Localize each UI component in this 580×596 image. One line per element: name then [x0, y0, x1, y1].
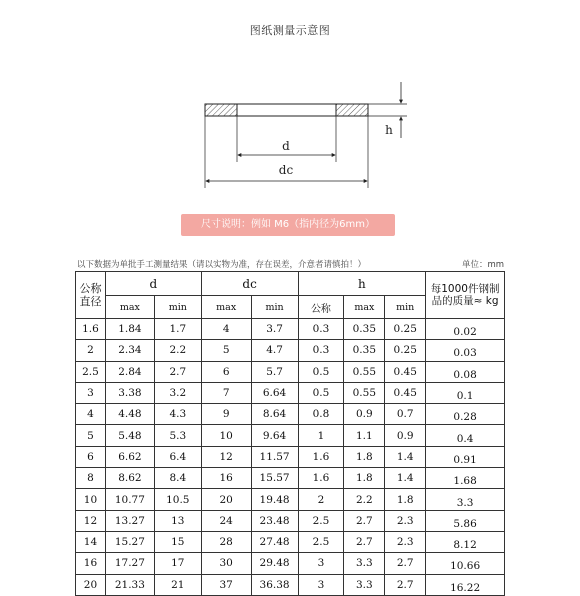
table-cell: 2.7: [344, 510, 385, 531]
table-cell: 15: [154, 531, 201, 552]
table-cell: [426, 510, 505, 531]
table-cell: 2.3: [385, 531, 426, 552]
table-cell: 8: [76, 468, 106, 489]
table-cell: 1.7: [154, 319, 201, 340]
table-cell: [426, 382, 505, 403]
table-cell: 8.62: [105, 468, 154, 489]
table-cell: 37: [201, 574, 251, 595]
table-cell: 0.3: [298, 340, 344, 361]
weight-value: 0.03: [453, 347, 477, 360]
spec-table-body: [76, 319, 505, 596]
table-row: [76, 404, 505, 425]
table-cell: 6.4: [154, 446, 201, 467]
table-cell: 12: [201, 446, 251, 467]
table-cell: 9.64: [251, 425, 298, 446]
table-cell: 4.48: [105, 404, 154, 425]
table-cell: 0.9: [344, 404, 385, 425]
header-dc-max: max: [201, 296, 251, 319]
page-title: 图纸测量示意图: [249, 24, 331, 37]
washer-diagram: [190, 70, 420, 200]
header-h-min: min: [385, 296, 426, 319]
table-cell: 2.7: [385, 553, 426, 574]
table-cell: 3: [76, 382, 106, 403]
table-cell: 2.2: [344, 489, 385, 510]
table-cell: 6: [76, 446, 106, 467]
table-row: [76, 468, 505, 489]
header-h: h: [298, 272, 426, 296]
table-cell: 2.34: [105, 340, 154, 361]
header-d-min: min: [154, 296, 201, 319]
table-cell: 21: [154, 574, 201, 595]
weight-value: 0.1: [456, 390, 474, 403]
table-cell: [426, 574, 505, 595]
table-cell: [426, 425, 505, 446]
header-h-nominal: 公称: [298, 296, 344, 319]
table-cell: 10: [76, 489, 106, 510]
table-cell: 10: [201, 425, 251, 446]
table-cell: 8.4: [154, 468, 201, 489]
table-cell: 1.4: [385, 468, 426, 489]
table-cell: 1.8: [344, 446, 385, 467]
table-cell: 24: [201, 510, 251, 531]
header-d: d: [105, 272, 201, 296]
table-cell: 16: [201, 468, 251, 489]
table-cell: 2.7: [385, 574, 426, 595]
table-cell: 1.6: [76, 319, 106, 340]
table-cell: 12: [76, 510, 106, 531]
table-cell: 0.35: [344, 340, 385, 361]
table-cell: 0.55: [344, 382, 385, 403]
header-dc: dc: [201, 272, 298, 296]
table-row: [76, 574, 505, 595]
table-cell: 6.62: [105, 446, 154, 467]
table-cell: 0.8: [298, 404, 344, 425]
weight-value: 0.91: [453, 453, 477, 466]
table-cell: 1.1: [344, 425, 385, 446]
table-cell: 3.3: [344, 574, 385, 595]
table-cell: 27.48: [251, 531, 298, 552]
table-cell: 11.57: [251, 446, 298, 467]
table-cell: 2.7: [344, 531, 385, 552]
washer-hatch-left: [205, 104, 237, 116]
weight-value: 0.28: [453, 411, 477, 424]
table-cell: 30: [201, 553, 251, 574]
weight-value: 16.22: [450, 581, 481, 594]
table-row: [76, 531, 505, 552]
table-cell: [426, 340, 505, 361]
table-cell: 1.6: [298, 468, 344, 489]
table-cell: 2.5: [298, 531, 344, 552]
weight-value: 0.4: [456, 432, 474, 445]
header-h-max: max: [344, 296, 385, 319]
table-cell: 3.38: [105, 382, 154, 403]
table-cell: [426, 489, 505, 510]
table-cell: 3: [298, 574, 344, 595]
table-cell: 1.84: [105, 319, 154, 340]
header-dc-min: min: [251, 296, 298, 319]
weight-value: 5.86: [453, 517, 477, 530]
table-cell: 3: [298, 553, 344, 574]
header-d-max: max: [105, 296, 154, 319]
h-label: h: [385, 123, 393, 137]
table-cell: 29.48: [251, 553, 298, 574]
table-cell: 8.64: [251, 404, 298, 425]
table-cell: [426, 468, 505, 489]
table-cell: 19.48: [251, 489, 298, 510]
table-cell: 0.3: [298, 319, 344, 340]
table-cell: 20: [76, 574, 106, 595]
table-cell: 0.5: [298, 361, 344, 382]
table-cell: 2.7: [154, 361, 201, 382]
weight-value: 3.3: [456, 496, 474, 509]
table-cell: 0.5: [298, 382, 344, 403]
washer-hatch-right: [336, 104, 368, 116]
header-nominal-diameter: 公称直径: [76, 272, 106, 319]
table-cell: 23.48: [251, 510, 298, 531]
table-cell: 5: [201, 340, 251, 361]
table-cell: 1.8: [385, 489, 426, 510]
table-cell: 1: [298, 425, 344, 446]
table-cell: 13: [154, 510, 201, 531]
weight-value: 0.02: [453, 326, 477, 339]
table-cell: [426, 319, 505, 340]
table-cell: 0.25: [385, 340, 426, 361]
weight-value: 10.66: [450, 560, 481, 573]
table-cell: 0.45: [385, 361, 426, 382]
table-cell: 5.48: [105, 425, 154, 446]
table-row: [76, 425, 505, 446]
table-cell: 3.2: [154, 382, 201, 403]
table-cell: 4.3: [154, 404, 201, 425]
table-cell: 5.7: [251, 361, 298, 382]
table-cell: 15.57: [251, 468, 298, 489]
table-cell: 16: [76, 553, 106, 574]
table-cell: 3.7: [251, 319, 298, 340]
table-cell: 0.7: [385, 404, 426, 425]
table-cell: 0.45: [385, 382, 426, 403]
table-cell: 10.5: [154, 489, 201, 510]
table-cell: [426, 446, 505, 467]
table-cell: 17.27: [105, 553, 154, 574]
table-cell: 36.38: [251, 574, 298, 595]
unit-label: 单位：mm: [461, 260, 504, 270]
table-cell: 0.35: [344, 319, 385, 340]
table-cell: 4: [76, 404, 106, 425]
table-cell: 10.77: [105, 489, 154, 510]
dc-label: dc: [278, 163, 294, 177]
table-cell: 2: [298, 489, 344, 510]
weight-value: 8.12: [453, 539, 477, 552]
table-row: [76, 510, 505, 531]
header-weight: 每1000件钢制品的质量≈ kg: [426, 272, 505, 319]
table-cell: 9: [201, 404, 251, 425]
table-cell: [426, 553, 505, 574]
table-cell: 2.5: [76, 361, 106, 382]
table-row: [76, 446, 505, 467]
table-cell: 1.4: [385, 446, 426, 467]
table-cell: 20: [201, 489, 251, 510]
table-cell: 2: [76, 340, 106, 361]
table-cell: 4: [201, 319, 251, 340]
table-cell: 1.6: [298, 446, 344, 467]
table-cell: 2.3: [385, 510, 426, 531]
table-cell: 2.84: [105, 361, 154, 382]
table-row: [76, 382, 505, 403]
table-cell: 5.3: [154, 425, 201, 446]
table-cell: 13.27: [105, 510, 154, 531]
table-row: [76, 553, 505, 574]
table-cell: 28: [201, 531, 251, 552]
table-row: [76, 361, 505, 382]
table-cell: 4.7: [251, 340, 298, 361]
table-cell: 21.33: [105, 574, 154, 595]
table-cell: 2.5: [298, 510, 344, 531]
table-cell: 17: [154, 553, 201, 574]
table-cell: 5: [76, 425, 106, 446]
washer-spec-table: [75, 271, 505, 596]
d-label: d: [282, 139, 290, 153]
table-cell: 6.64: [251, 382, 298, 403]
table-cell: 6: [201, 361, 251, 382]
weight-value: 0.08: [453, 368, 477, 381]
measurement-note: 以下数据为单批手工测量结果（请以实物为准，存在误差，介意者请慎拍！）: [77, 260, 367, 270]
table-row: [76, 489, 505, 510]
table-row: [76, 340, 505, 361]
table-cell: 0.25: [385, 319, 426, 340]
table-cell: 7: [201, 382, 251, 403]
table-cell: [426, 531, 505, 552]
table-cell: 0.55: [344, 361, 385, 382]
size-explanation-banner: 尺寸说明：例如 M6（指内径为6mm）: [181, 214, 395, 236]
table-cell: 0.9: [385, 425, 426, 446]
table-cell: 14: [76, 531, 106, 552]
table-cell: 3.3: [344, 553, 385, 574]
table-row: [76, 319, 505, 340]
table-cell: 1.8: [344, 468, 385, 489]
table-cell: 2.2: [154, 340, 201, 361]
table-cell: [426, 361, 505, 382]
table-cell: [426, 404, 505, 425]
weight-value: 1.68: [453, 475, 477, 488]
table-cell: 15.27: [105, 531, 154, 552]
